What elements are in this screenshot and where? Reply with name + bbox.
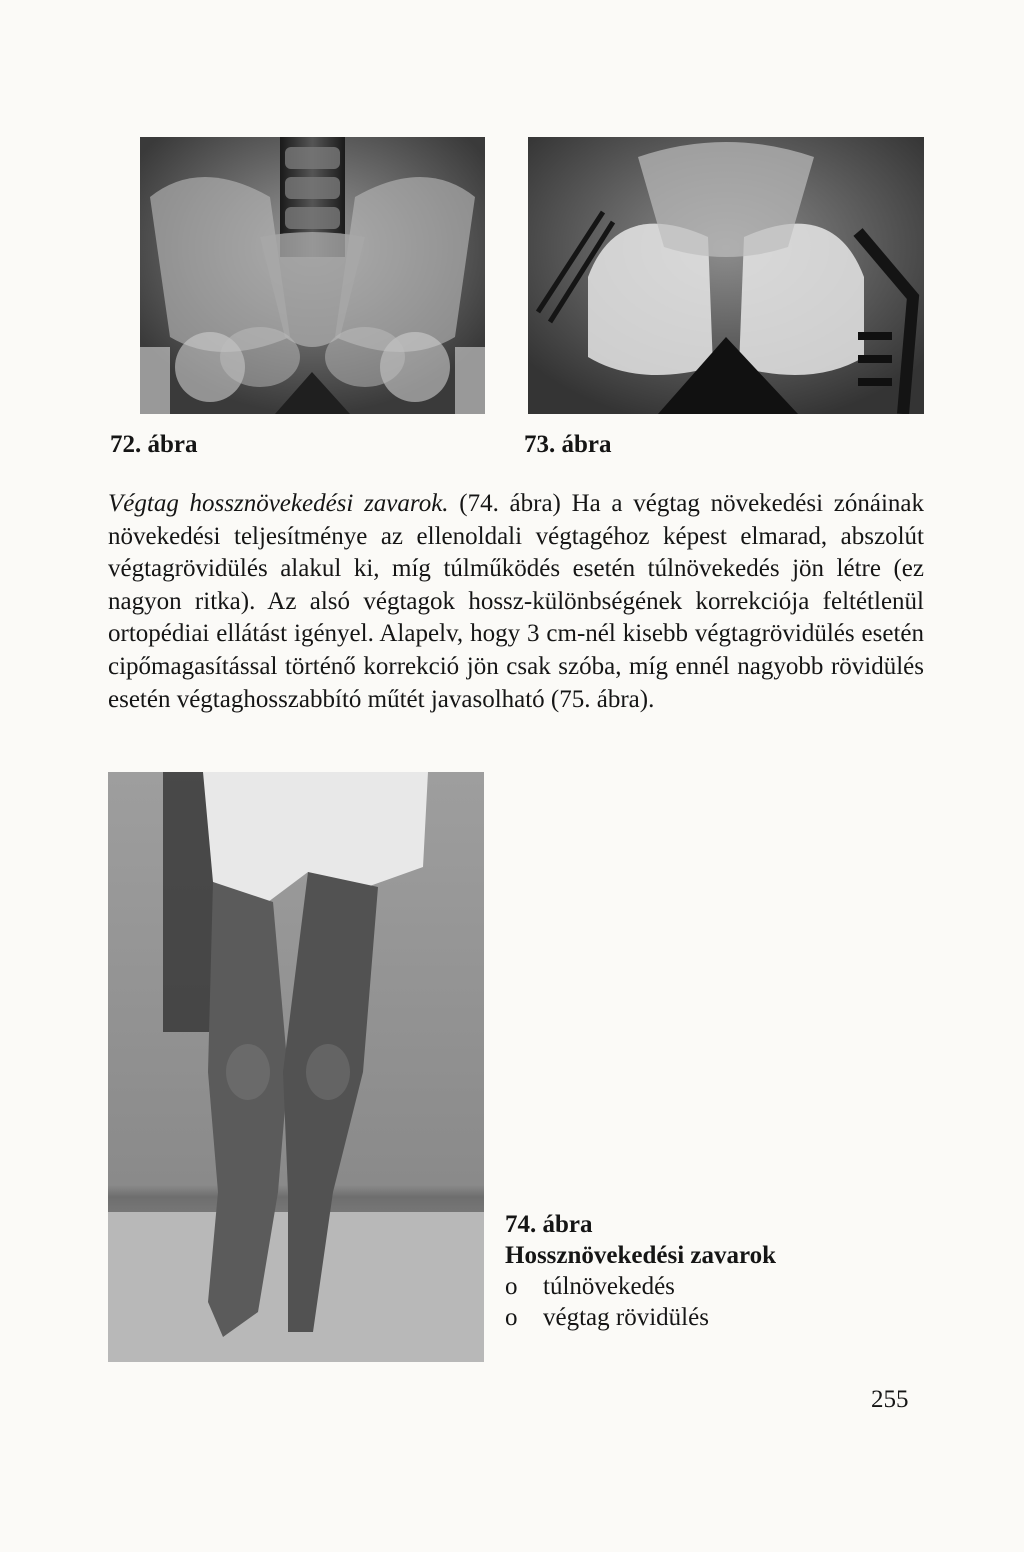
body-paragraph	[108, 488, 924, 716]
figure-74-bullet-list	[505, 1271, 776, 1333]
list-item	[505, 1302, 776, 1333]
figure-74-number: 74. ábra	[505, 1211, 593, 1238]
bullet-marker: o	[505, 1273, 518, 1300]
pelvis-xray-illustration	[140, 137, 485, 414]
figure-74-title: Hossznövekedési zavarok	[505, 1242, 777, 1269]
list-item-text: túlnövekedés	[543, 1273, 675, 1300]
pelvis-xray-image	[140, 137, 485, 414]
paragraph-text: (74. ábra) Ha a végtag növekedési zónáinak növekedési teljesítménye az ellenoldali végtagéhoz képest elmarad, abszolút végtagrövidülés alakul ki, míg túlműködés esetén túlnövekedés jön létre (ez nagyon ritka). Az alsó végtagok hossz-különbségének korrekciója feltétlenül ortopédiai ellátást igényel. Alapelv, hogy 3 cm-nél kisebb végtagrövidülés esetén cipőmagasítással történő korrekció jön csak szóba, míg ennél nagyobb rövidülés esetén végtaghosszabbító műtét javasolható (75. ábra).	[108, 490, 924, 713]
figure-72-label: 72. ábra	[110, 431, 198, 458]
pelvis-fixator-xray-illustration	[528, 137, 924, 414]
figure-73-label: 73. ábra	[524, 431, 612, 458]
legs-photo-image	[108, 772, 484, 1362]
pelvis-fixator-xray-image	[528, 137, 924, 414]
figure-74-caption	[505, 1209, 776, 1333]
page-number: 255	[871, 1386, 909, 1413]
paragraph-lead-heading: Végtag hossznövekedési zavarok.	[108, 490, 449, 517]
list-item	[505, 1271, 776, 1302]
list-item-text: végtag rövidülés	[543, 1304, 709, 1331]
bullet-marker: o	[505, 1304, 518, 1331]
legs-photo-illustration	[108, 772, 484, 1362]
